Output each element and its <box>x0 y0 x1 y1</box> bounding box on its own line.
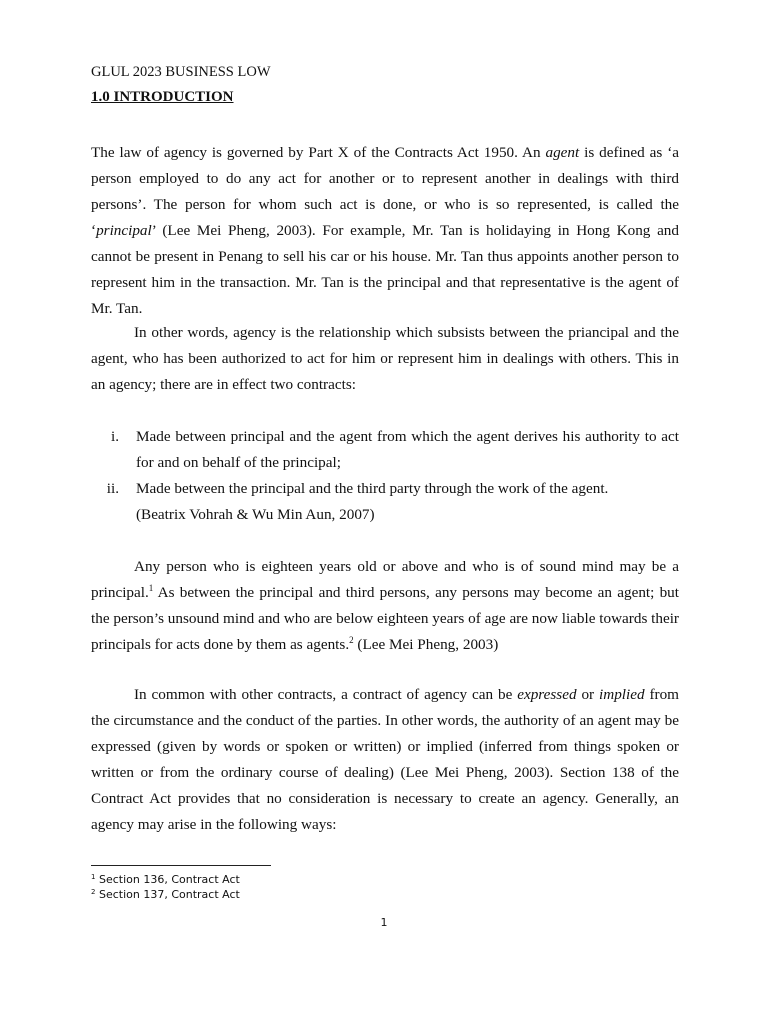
section-heading: 1.0 INTRODUCTION <box>91 89 234 105</box>
paragraph-agency-relationship: In other words, agency is the relationship which subsists between the priancipal and the agent, who has been authorized to act for him or represent him in dealings with others. This in an agency; there are in effect two contracts: <box>91 324 679 393</box>
paragraph-agency-definition: The law of agency is governed by Part X of the Contracts Act 1950. An agent is defined as ‘a person employed to do any act for another or to represent another in dealings with third persons’. The person for whom such act is done, or who is so represented, is called the ‘principal’ (Lee Mei Pheng, 2003). For example, Mr. Tan is holidaying in Hong Kong and cannot be present in Penang to sell his car or his house. Mr. Tan thus appoints another person to represent him in the transaction. Mr. Tan is the principal and that representative is the agent of Mr. Tan. <box>91 144 679 317</box>
term-principal: principal <box>96 222 152 239</box>
footnotes <box>91 872 240 902</box>
term-agent: agent <box>545 144 580 161</box>
list-item-text: Made between principal and the agent from which the agent derives his authority to act for and on behalf of the principal; <box>136 428 679 471</box>
page-number: 1 <box>380 916 388 929</box>
footnote-separator <box>91 865 271 866</box>
footnote: $^1$ Section 136, Contract Act <box>91 873 240 886</box>
list-item-number: ii. <box>106 480 119 497</box>
footnote-ref: 1 <box>148 583 154 593</box>
footnote: $^2$ Section 137, Contract Act <box>91 888 240 901</box>
course-header: GLUL 2023 BUSINESS LOW <box>91 64 271 80</box>
list-item-text: Made between the principal and the third party through the work of the agent. <box>136 480 609 497</box>
paragraph-capacity: Any person who is eighteen years old or above and who is of sound mind may be a principal.$^1$ As between the principal and third persons, any persons may become an agent; but the person’s unsound mind and who are below eighteen years of age are now liable towards their principals for acts done by them as agents.$^2$ (Lee Mei Pheng, 2003) <box>91 558 679 653</box>
footnote-ref: 2 <box>349 635 354 645</box>
term-implied: implied <box>599 686 645 703</box>
list-citation: (Beatrix Vohrah & Wu Min Aun, 2007) <box>136 506 375 523</box>
paragraph-creation-of-agency: In common with other contracts, a contract of agency can be expressed or implied from the circumstance and the conduct of the parties. In other words, the authority of an agent may be expressed (given by words or spoken or written) or implied (inferred from things spoken or written or from the ordinary course of dealing) (Lee Mei Pheng, 2003). Section 138 of the Contract Act provides that no consideration is necessary to create an agency. Generally, an agency may arise in the following ways: <box>91 686 679 833</box>
list-item-number: i. <box>110 428 119 445</box>
list-item <box>91 424 679 476</box>
term-expressed: expressed <box>517 686 577 703</box>
contracts-list <box>91 424 679 528</box>
list-item <box>91 476 679 502</box>
